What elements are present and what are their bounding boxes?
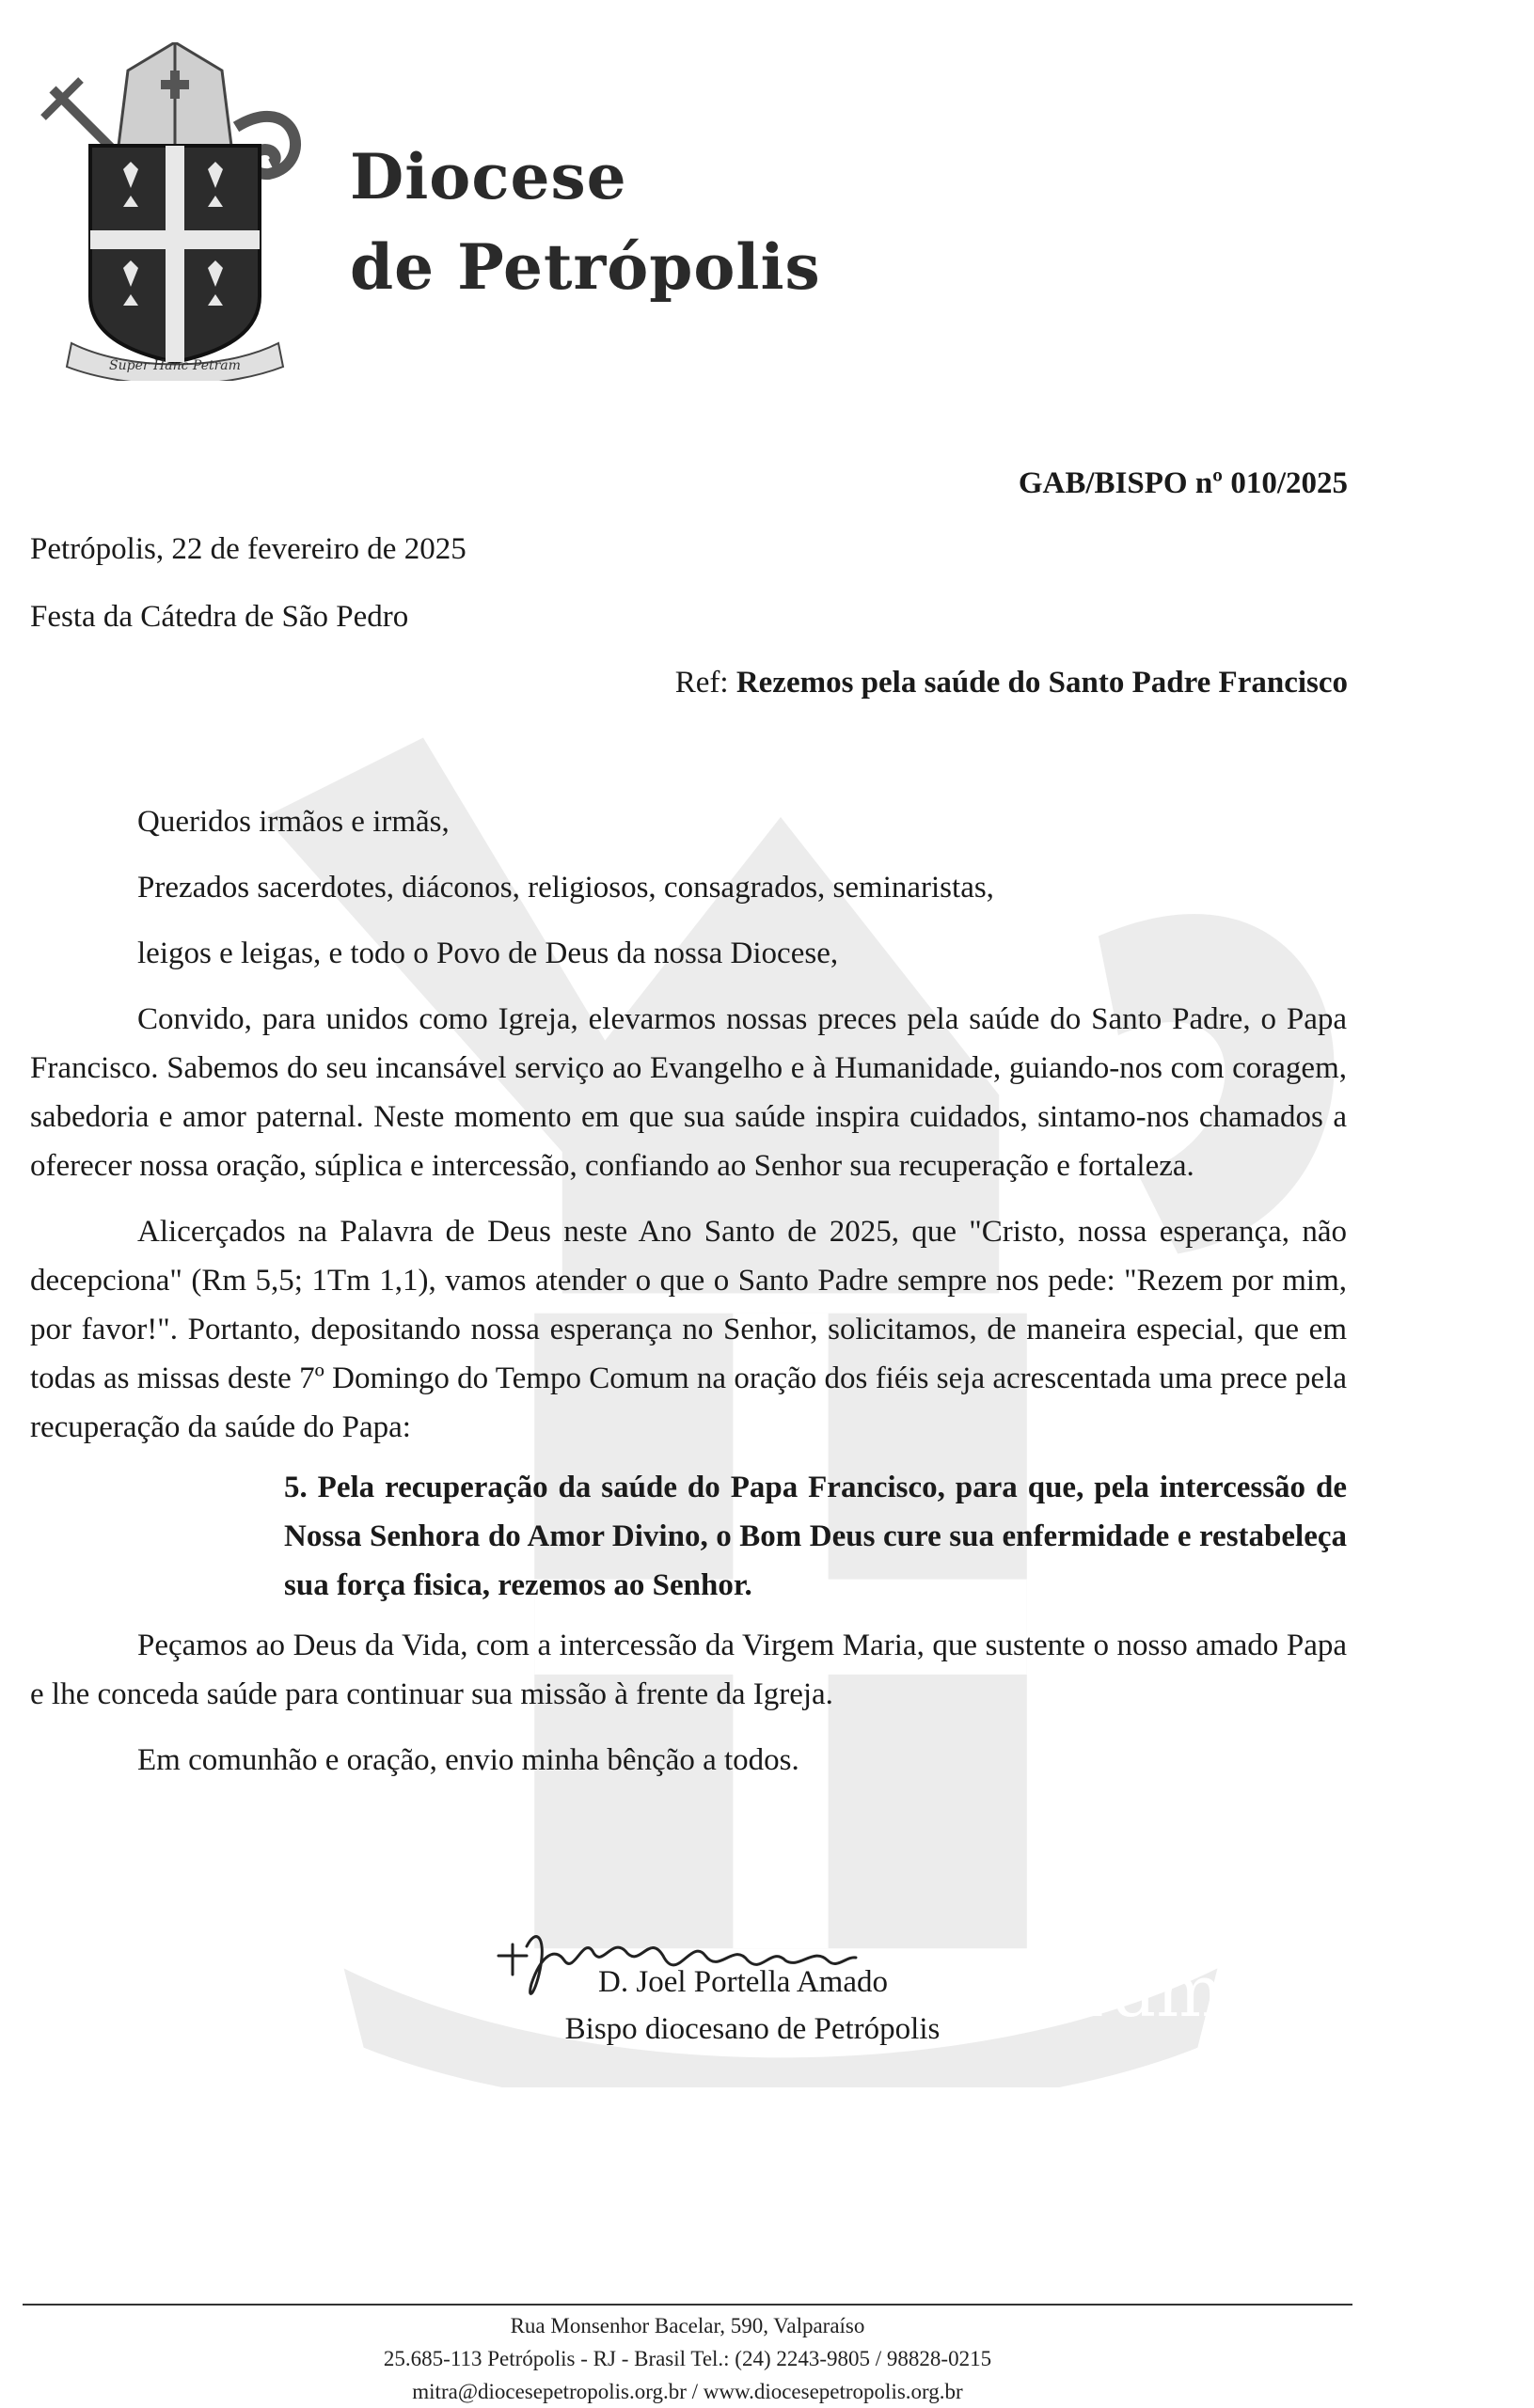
diocese-title [350,132,821,312]
paragraph-3: Peçamos ao Deus da Vida, com a intercessão da Virgem Maria, que sustente o nosso amado Papa e lhe conceda saúde para continuar sua missão à frente da Igreja. [30,1629,1347,1711]
signer-title: Bispo diocesano de Petrópolis [564,2012,941,2046]
footer-city-phone: 25.685-113 Petrópolis - RJ - Brasil Tel.: (24) 2243-9805 / 98828-0215 [383,2347,992,2370]
footer-divider [23,2304,1352,2306]
diocese-title-line2: de Petrópolis [350,230,821,304]
subject-line [675,666,1348,700]
feast-line: Festa da Cátedra de São Pedro [30,600,409,634]
footer-contact: mitra@diocesepetropolis.org.br / www.diocesepetropolis.org.br [412,2380,963,2403]
crest-motto: Super Hanc Petram [109,358,241,373]
footer-address: Rua Monsenhor Bacelar, 590, Valparaíso [510,2314,865,2337]
greeting-line-3: leigos e leigas, e todo o Povo de Deus da nossa Diocese, [137,936,839,970]
letter-body [30,797,1347,1785]
footer [23,2309,1352,2408]
subject-label: Ref: [674,666,729,700]
subject-text: Rezemos pela saúde do Santo Padre Francisco [735,666,1348,700]
greeting-line-1: Queridos irmãos e irmãs, [137,805,450,839]
signer-name: D. Joel Portella Amado [598,1965,888,1999]
diocese-crest-logo [34,42,316,381]
greeting-line-2: Prezados sacerdotes, diáconos, religiosos, consagrados, seminaristas, [137,871,994,905]
prayer-intention: 5. Pela recuperação da saúde do Papa Francisco, para que, pela intercessão de Nossa Senhora do Amor Divino, o Bom Deus cure sua enfermidade e restabeleça sua força fisica, rezemos ao Senhor. [284,1471,1347,1602]
diocese-title-line1: Diocese [350,140,627,213]
date-line: Petrópolis, 22 de fevereiro de 2025 [30,532,467,566]
paragraph-2: Alicerçados na Palavra de Deus neste Ano Santo de 2025, que "Cristo, nossa esperança, não decepciona" (Rm 5,5; 1Tm 1,1), vamos atender o que o Santo Padre sempre nos pede: "Rezem por mim, por favor!". Portanto, depositando nossa esperança no Senhor, solicitamos, de maneira especial, que em todas as missas deste 7º Domingo do Tempo Comum na oração dos fiéis seja acrescentada uma prece pela recuperação da saúde do Papa: [30,1215,1347,1444]
paragraph-1: Convido, para unidos como Igreja, elevarmos nossas preces pela saúde do Santo Padre, o Papa Francisco. Sabemos do seu incansável serviço ao Evangelho e à Humanidade, guiando-nos com coragem, sabedoria e amor paternal. Neste momento em que sua saúde inspira cuidados, sintamo-nos chamados a oferecer nossa oração, súplica e intercessão, confiando ao Senhor sua recuperação e fortaleza. [30,1002,1347,1183]
watermark-motto: Petram [963,1949,1225,2033]
reference-number: GAB/BISPO nº 010/2025 [1018,466,1348,500]
closing-line: Em comunhão e oração, envio minha bênção a todos. [137,1743,799,1777]
